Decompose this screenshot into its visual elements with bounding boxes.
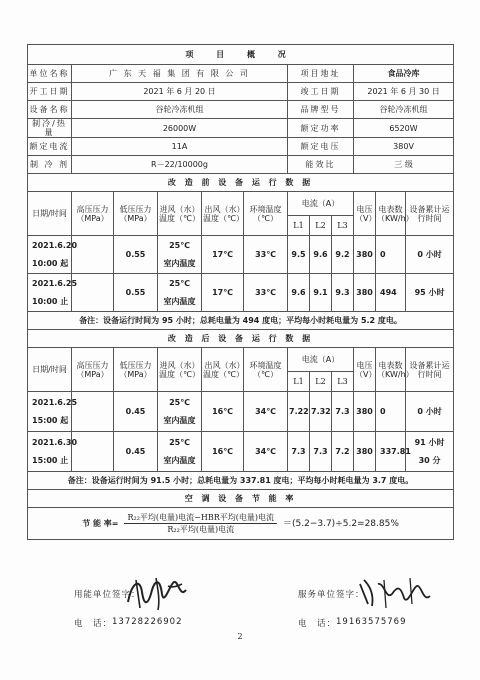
after-header-runtime: 设备累计运行时间: [406, 348, 454, 392]
before-row2-low: 0.55: [114, 274, 158, 312]
refrigerant-value: R－22/10000g: [72, 156, 288, 174]
after-row2-runtime: 91 小时 30 分: [406, 432, 454, 472]
efficiency-value: 三 级: [354, 156, 454, 174]
before-row2-env: 33℃: [244, 274, 288, 312]
before-row2-inlet: 25℃ 室内温度: [158, 274, 202, 312]
after-row2-voltage: 380: [354, 432, 376, 472]
before-row2-l1: 9.6: [288, 274, 310, 312]
saving-formula: [28, 508, 454, 540]
after-row1-datetime: 2021.6.25 15:00 起: [28, 392, 72, 432]
rated-power-value: 6520W: [354, 119, 454, 138]
rated-current-label: 额定电流: [28, 138, 72, 156]
saving-formula-denominator: R₂₂平均(电量)电流: [167, 525, 235, 535]
after-row1-l2: 7.32: [310, 392, 332, 432]
unit-name-value: 广 东 天 福 集 团 有 限 公 司: [72, 65, 288, 83]
device-name-label: 设备名称: [28, 101, 72, 119]
before-row1-l3: 9.2: [332, 236, 354, 274]
before-row2-voltage: 380: [354, 274, 376, 312]
after-header-meter: 电表数（KW/h）: [376, 348, 406, 392]
after-row2-meter: 337.81: [376, 432, 406, 472]
before-row1-env: 33℃: [244, 236, 288, 274]
before-row1-runtime: 0 小时: [406, 236, 454, 274]
rated-voltage-value: 380V: [354, 138, 454, 156]
after-row2-l3: 7.2: [332, 432, 354, 472]
service-unit-signature-label: 服务单位签字：: [298, 590, 365, 600]
before-row2-outlet: 17℃: [202, 274, 244, 312]
saving-formula-fraction: [124, 513, 277, 534]
finish-date-value: 2021 年 6 月 30 日: [354, 83, 454, 101]
before-header-l3: L3: [332, 216, 354, 236]
after-row1-l1: 7.22: [288, 392, 310, 432]
before-row1-inlet: 25℃ 室内温度: [158, 236, 202, 274]
service-phone-value: 19163575769: [336, 617, 407, 627]
saving-formula-result: ＝(5.2−3.7)÷5.2=28.85%: [283, 518, 399, 529]
user-unit-signature-label: 用能单位签字：: [74, 590, 141, 600]
refrigerant-label: 制 冷 剂: [28, 156, 72, 174]
after-row2-datetime: 2021.6.30 15:00 止: [28, 432, 72, 472]
after-row1-runtime: 0 小时: [406, 392, 454, 432]
after-header-l1: L1: [288, 372, 310, 392]
before-header-outlet: 出风（水）温度（℃）: [202, 192, 244, 236]
table-row: [28, 432, 454, 472]
before-header-voltage: 电压（V）: [354, 192, 376, 236]
after-header-l3: L3: [332, 372, 354, 392]
after-row1-env: 34℃: [244, 392, 288, 432]
before-header-low: 低压压力（MPa）: [114, 192, 158, 236]
before-header-env: 环境温度（℃）: [244, 192, 288, 236]
before-row2-datetime: 2021.6.25 10:00 止: [28, 274, 72, 312]
saving-section-title: 空 调 设 备 节 能 率: [28, 490, 454, 508]
after-row1-high: [72, 392, 114, 432]
after-header-datetime: 日期/时间: [28, 348, 72, 392]
after-row2-high: [72, 432, 114, 472]
before-row1-voltage: 380: [354, 236, 376, 274]
before-row2-l3: 9.3: [332, 274, 354, 312]
after-row2-low: 0.45: [114, 432, 158, 472]
after-header-l2: L2: [310, 372, 332, 392]
before-row2-runtime: 95 小时: [406, 274, 454, 312]
after-section-title: 改 造 后 设 备 运 行 数 据: [28, 330, 454, 348]
before-header-l1: L1: [288, 216, 310, 236]
table-row: [28, 236, 454, 274]
before-header-current: 电流（A）: [288, 192, 354, 216]
service-phone-label: 电 话：: [298, 619, 337, 629]
before-row1-outlet: 17℃: [202, 236, 244, 274]
after-row2-env: 34℃: [244, 432, 288, 472]
before-header-l2: L2: [310, 216, 332, 236]
user-phone-value: 13728226902: [112, 617, 183, 627]
after-header-low: 低压压力（MPa）: [114, 348, 158, 392]
after-header-current: 电流（A）: [288, 348, 354, 372]
service-unit-handwritten-signature: [356, 574, 436, 610]
before-header-meter: 电表数（KW/h）: [376, 192, 406, 236]
saving-formula-numerator: R₂₂平均(电量)电流−HBR平均(电量)电流: [124, 513, 277, 524]
page-number: 2: [237, 632, 243, 641]
rated-current-value: 11A: [72, 138, 288, 156]
after-row2-inlet: 25℃ 室内温度: [158, 432, 202, 472]
before-row1-l2: 9.6: [310, 236, 332, 274]
before-row1-datetime: 2021.6.20 10:00 起: [28, 236, 72, 274]
before-row1-l1: 9.5: [288, 236, 310, 274]
overview-title: 项 目 概 况: [28, 45, 454, 65]
table-row: [28, 392, 454, 432]
before-row2-meter: 494: [376, 274, 406, 312]
project-table: [27, 44, 454, 540]
cooling-capacity-label: 制冷/热量: [28, 119, 72, 138]
user-phone-label: 电 话：: [74, 619, 113, 629]
brand-model-value: 谷轮冷冻机组: [354, 101, 454, 119]
before-row1-high: [72, 236, 114, 274]
table-row: [28, 274, 454, 312]
unit-name-label: 单位名称: [28, 65, 72, 83]
after-header-outlet: 出风（水）温度（℃）: [202, 348, 244, 392]
cooling-capacity-value: 26000W: [72, 119, 288, 138]
before-row2-l2: 9.1: [310, 274, 332, 312]
after-row1-voltage: 380: [354, 392, 376, 432]
after-header-env: 环境温度（℃）: [244, 348, 288, 392]
before-header-runtime: 设备累计运行时间: [406, 192, 454, 236]
after-row1-inlet: 25℃ 室内温度: [158, 392, 202, 432]
after-row1-meter: 0: [376, 392, 406, 432]
after-row1-l3: 7.3: [332, 392, 354, 432]
saving-formula-label: 节 能 率=: [82, 519, 119, 529]
after-note: 备注：设备运行时间为 91.5 小时；总耗电量为 337.81 度电；平均每小时耗电量为 3.7 度电。: [28, 472, 454, 490]
rated-voltage-label: 额定电压: [288, 138, 354, 156]
finish-date-label: 竣工日期: [288, 83, 354, 101]
after-header-high: 高压压力（MPa）: [72, 348, 114, 392]
start-date-label: 开工日期: [28, 83, 72, 101]
after-row2-outlet: 16℃: [202, 432, 244, 472]
after-row1-outlet: 16℃: [202, 392, 244, 432]
after-header-inlet: 进风（水）温度（℃）: [158, 348, 202, 392]
before-note: 备注：设备运行时间为 95 小时；总耗电量为 494 度电；平均每小时耗电量为 5.2 度电。: [28, 312, 454, 330]
before-header-datetime: 日期/时间: [28, 192, 72, 236]
rated-power-label: 额定功率: [288, 119, 354, 138]
brand-model-label: 品牌型号: [288, 101, 354, 119]
project-address-label: 项目地址: [288, 65, 354, 83]
after-header-voltage: 电压（V）: [354, 348, 376, 392]
after-row2-l2: 7.3: [310, 432, 332, 472]
after-row1-low: 0.45: [114, 392, 158, 432]
device-name-value: 谷轮冷冻机组: [72, 101, 288, 119]
before-row2-high: [72, 274, 114, 312]
project-address-value: 食品冷库: [354, 65, 454, 83]
before-section-title: 改 造 前 设 备 运 行 数 据: [28, 174, 454, 192]
efficiency-label: 能效比: [288, 156, 354, 174]
before-header-inlet: 进风（水）温度（℃）: [158, 192, 202, 236]
before-row1-meter: 0: [376, 236, 406, 274]
after-row2-l1: 7.3: [288, 432, 310, 472]
user-unit-handwritten-signature: [122, 572, 192, 612]
before-row1-low: 0.55: [114, 236, 158, 274]
start-date-value: 2021 年 6 月 20 日: [72, 83, 288, 101]
before-header-high: 高压压力（MPa）: [72, 192, 114, 236]
